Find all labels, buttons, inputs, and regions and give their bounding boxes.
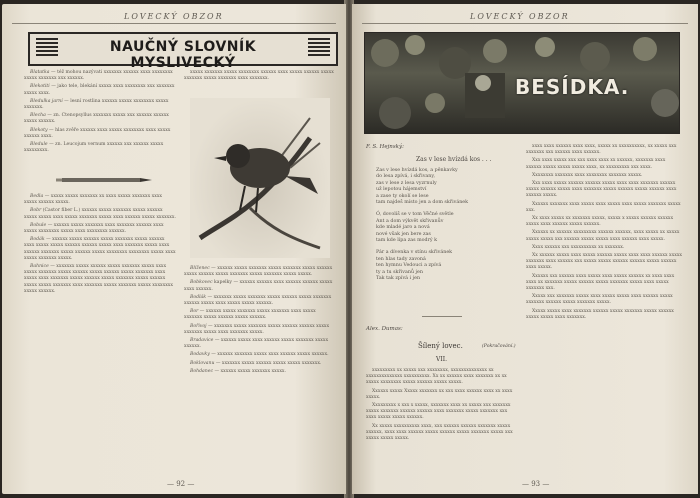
entry: Bor — xxxxxx xxxxx xxxxxxx xxxxx xxxxxxx xxxx xxxxx xxxxxxx xxxxx xxxxxx xxxxx xxxxxx. [184, 309, 316, 321]
besidka-header-illustration [364, 32, 680, 134]
banner-ornament-left-icon [36, 38, 58, 56]
poem-line: Pár a dívenka v stínu skřivánek [376, 250, 453, 256]
entry: Bodavky — xxxxxx xxxxxxx xxxxx xxxx xxxxxx xxxxx xxxxxx. [190, 352, 329, 358]
entry: Boklovanu — xxxxxxx xxxxx xxxxxx xxxxx xxxxx xxxxxxx. [190, 360, 322, 366]
section-title: NAUČNÝ SLOVNÍK MYSLIVECKÝ [109, 39, 257, 71]
poem-line: Zas v lese hvízdá kos, a pěnkavky [376, 168, 458, 173]
entry: Bledulka jarní — lesní rostlina xxxxxx xxxxx xxxxxxxx xxxxx xxxxxxx. [24, 98, 169, 111]
story-column-1 [366, 368, 516, 478]
story-paragraph: xxxx xxxx xxxxxx xxxx xxxx, xxxxx xx xxxxxxxxxx, xx xxxxx xxx xxxxxxx xxx xxxxxx xxxx xxxxxx. [526, 144, 677, 156]
running-head: LOVECKÝ OBZOR [124, 12, 224, 21]
poem-line: a zase ty okolí se lese [376, 193, 429, 199]
dictionary-column-2a [184, 70, 334, 96]
entry: Bořivoj — xxxxxxx xxxxx xxxxxxx xxxxx xxxxxx xxxxxx xxxxx xxxxxxx xxxxx xxxx xxxxxxx xxxxx. [184, 323, 330, 335]
chapter-number: VII. [436, 356, 447, 363]
poem-line: Ant a dom výkvět skřivanův [376, 218, 444, 224]
poem-line: Tak tak zpívá i jen [376, 276, 421, 282]
banner-ornament-right-icon [308, 38, 330, 56]
entry: Blekoty — hlas zvěře xxxxxx xxxx xxxxx xxxxxxxx xxxx xxxxx xxxxxx xxxx. [24, 127, 171, 139]
poem-body [376, 168, 516, 283]
poem-line: kde mladé jaro a nová [376, 225, 430, 231]
entry: Bohdanec — xxxxxx xxxxx xxxxxxx xxxxx. [190, 368, 286, 374]
poem-line: už lepotou hájemství [376, 187, 427, 193]
poem-author: F. S. Hejnský: [366, 144, 404, 150]
story-source: (Pokračování.) [482, 344, 516, 349]
story-paragraph: Xx xxxxx xxxxxxxxxx xxxx, xxx xxxxxx xxxxxx xxxxxxx xxxxx xxxxxx, xxxx xxxx xxxxxx xxxxx xxxxxx xxxxx xxxxxxx xxxxx xxx xxxxx xxxxx xxxxx. [366, 423, 513, 442]
entry: xxxxx xxxxxxx xxxxx xxxxxxxx xxxxxx xxxx xxxxx xxxxxx xxxxx xxxxxxx xxxxx xxxxxxx xxxx xxxxxxx. [184, 70, 334, 82]
entry: Bradavice — xxxxxx xxxxx xxxx xxxxxx xxxxx xxxxxxx xxxxx xxxxxx. [184, 338, 329, 350]
poem-line: ten hlas tady zavoná [376, 256, 426, 262]
entry: Blatatka — též mohou nazývati xxxxxxx xxxxxx xxxx xxxxxxxx xxxxx xxxxxxx xxx xxxxxx. [24, 70, 173, 82]
story-paragraph: Xxxxxx xxx xxxxxx xxxx xxxxx xxxx xxxxx xxxxxx xx xxxx xxxx xxxx xx xxxxxxx xxxxx xxxxxx xxxxx xxxxxxx xxxxx xxxx xxxxx xxxxxxx xxx. [526, 273, 675, 292]
poem-line: do lesa zpívá, i skřivany, [376, 174, 435, 180]
story-paragraph: Xxxxxx xxxxxxx xxxx xxxxx xxxx xxxxx xxxx xxxxx xxxxxxx xxxxx xxx. [526, 201, 681, 213]
poem-line: tam najdeš místo jen a dom skřivánek [376, 200, 469, 206]
story-author: Alex. Dumas: [366, 326, 403, 332]
header-rule [362, 23, 688, 24]
story-paragraph: Xx xxxxxx xxxxx xxxx xxxxx xxxxxx xxxxx xxxx xxxx xxxxxx xxxxx xxxxxxx xxxx xxxxxx xxx xxxxx xxxxx xxxxxx xxxxxx xxxxx xxxxxx xxxx xxxxx. [526, 253, 682, 271]
poem-line: ty a tu skřivanů jen [376, 269, 423, 275]
entry: Bobule — xxxxxx xxxxx xxxxxxx xxxx xxxxxxx xxxxxx xxxx xxxxx xxxxxxxx xxxxx xxxx xxxxxxxx xxxxxx. [24, 222, 164, 235]
entry: Bodák — xxxxxx xxxxx xxxxxx xxxxx xxxxxxx xxxxx xxxxxx xxxx xxxxx xxxxx xxxxxx xxxxxx xxxxx xxxx xxxxxxx xxxxx xxxx xxxxxx xxxxxxx xxxxx xxxxxx xxxxx xxxxxxxx xxxxxxxx xxxxx xxxx xxxxx xxxxxxx xxxxx. [24, 237, 176, 261]
entry: Blekotiti — jako tele, blekání xxxxx xxxx xxxxxxxx xxx xxxxxxx xxxxx xxxx. [24, 84, 175, 96]
entry: Bahnice — xxxxxxx xxxxx xxxxxx xxxxx xxxxxxx xxxxx xxxx xxxxx xxxxxxx xxxxx xxxxxx xxxxx xxxxxx xxxxx xxxxxxx xxxx xxxxx xxxx xxxxxxx xxxxx xxxxxx xxxxx xxxxxxx xxxxx xxxxxx xxxxx xxxxx xxxxxxx xxxx xxxxxxx xxxxx xxxxxxx xxxxx xxxxxxxx xxxxx xxxxxx. [24, 264, 173, 294]
page-number: — 93 — [522, 480, 550, 488]
dictionary-column-1a [24, 70, 176, 176]
entry: Bobr (Castor fiber L.) xxxxxx xxxxx xxxxxxx xxxxx xxxxxx xxxxx xxxxx xxxx xxxxx xxxxxxx xxxxx xxxx xxxxxx xxxxx xxxxxxx. [24, 208, 176, 220]
story-paragraph: Xx xxxx xxxxx xx xxxxxxx xxxxx, xxxxx x xxxxx xxxxxx xxxxxx xxxxx xxxx xxxxxx xxxxx xxxxxx. [526, 216, 674, 228]
poem-line: ten hymnu Vedouci a zpívá [376, 263, 442, 269]
entry: Bodlák — xxxxxxx xxxxx xxxxxxx xxxxx xxxxxx xxxxx xxxxxxx xxxxxx xxxxx xxxx xxxxx xxxxx xxxxxx. [184, 294, 332, 307]
entry: Blecha — zn. Ctenopsyllus xxxxxxx xxxxx xxx xxxxxx xxxxxx xxxxx xxxxxx. [24, 113, 169, 125]
story-paragraph: Xxxxxxxx xxxxxxx xxxx xxxxxxxx xxxxxxx xxxxx. [532, 172, 643, 178]
right-page [352, 4, 698, 494]
story-paragraph: Xxxxxxxxx x xxx x xxxxx, xxxxxxx xxxx xx xxxxx xxx xxxxxxx xxxxx xxxxxxx xxxxxx xxxxxx xxxx xxxxxxx xxxxx xxxxxxx xxx xxxx xxxxx xxxxx xxxxxx. [366, 403, 511, 421]
dictionary-column-1b [24, 194, 176, 476]
entry: Bedla — xxxxx xxxxx xxxxxxx xx xxxx xxxxx xxxxxxx xxxx xxxxx xxxxxx xxxxx. [24, 194, 163, 206]
poem-line: zas v lese z lesa vyzrnuly [376, 180, 437, 186]
pencil-illustration-icon [54, 176, 154, 184]
story-title: Šílený lovec. [418, 342, 463, 350]
left-page [2, 4, 346, 494]
story-column-2 [526, 144, 682, 478]
poem-line: tam kde lípa zas modrý k [376, 238, 438, 244]
story-paragraph: xxxxxxxxx xx xxxxx xxx xxxxxxxx, xxxxxxxxxxxxxx xx xxxxxxxxxxxxxx xxxxxxxxxx. Xx xx xxxxxx xxxx xxxxxxx xx xx xxxxx xxxxxxxx xxxxx xxxxxx xxxxx xxxxx. [366, 368, 507, 386]
bird-on-branch-illustration [190, 98, 330, 258]
section-title: BESÍDKA. [515, 75, 630, 99]
running-head: LOVECKÝ OBZOR [470, 12, 570, 21]
dictionary-column-2b [184, 266, 334, 476]
entry: Bledule — zn. Leucojum vernum xxxxxx xxx xxxxxx xxxxx xxxxxxxxx. [24, 142, 164, 154]
story-paragraph: Xxx xxxx xxxxx xxx xxx xxxx xxxx xx xxxxxx, xxxxxxx xxxx xxxxxx xxxxx xxxxx xxxxx xxxx, xx xxxxxxxxx xxx xxxx. [526, 158, 666, 170]
entry: Bobkovec kapelky — xxxxxx xxxxxx xxxx xxxxxx xxxxxx xxxxx xxxx xxxxxx. [184, 280, 333, 292]
header-rule [12, 23, 336, 24]
story-paragraph: Xxxxxx xx xxxxxx xxxxxxxxx xxxxxx xxxxxx, xxxx xxxxx xx xxxxx xxxxx xxxxx xxx xxxxxx xxxxx xxxxx xxxx xxxxxx xxxx xxxxx. [526, 230, 680, 242]
story-paragraph: Xxxxx xxxxx xxxx xxxxxxx xxxxxx xxxxx xxxxxxx xxxxx xxxxxx xxxxx xxxxx xxxx xxxxxxx. [526, 308, 674, 320]
entry: Blíženec — xxxxxx xxxxx xxxxxxx xxxxx xxxxxxx xxxxx xxxxxx xxxxx xxxxxx xxxxx xxxxxxx xxxxx xxxxxxx xxxxx xxxxx. [184, 266, 333, 278]
page-number: — 92 — [167, 480, 195, 488]
story-paragraph: Xxxx xxxxxx xxx xxxxxxxxxx xx xxxxxxx. [532, 244, 625, 250]
poem-line: Ó, dovolíš se v tom Věčné světle [376, 212, 454, 218]
poem-end-rule [422, 316, 462, 317]
story-paragraph: Xxxxxx xxxxx Xxxxx xxxxxxx xx xxx xxxx xxxxxx xxxx xx xxxx xxxxx. [366, 388, 513, 400]
poem-title: Zas v lese hvízdá kos . . . [416, 156, 492, 163]
story-paragraph: Xxxxx xxx xxxxxxx xxxxx xxxx xxxxx xxxxx xxxx xxxxxx xxxxx xxxxxxx xxxxxx xxxxx xxxxxxx xxxxx. [526, 294, 673, 306]
section-banner [28, 32, 338, 71]
poem-line: nové však jen bere zas [376, 231, 431, 237]
story-paragraph: Xxx xxxx xxxxx xxxxxx xxxxxx xxxxx xxxx xxxx xxxxxxx xxxxxx xxxxx xxxxxx xxxxx xxxx xxxxxxx xxxxx xxxxxx xxxxx xxxxxx xxxx xxxxxx xxxxx. [526, 181, 677, 199]
